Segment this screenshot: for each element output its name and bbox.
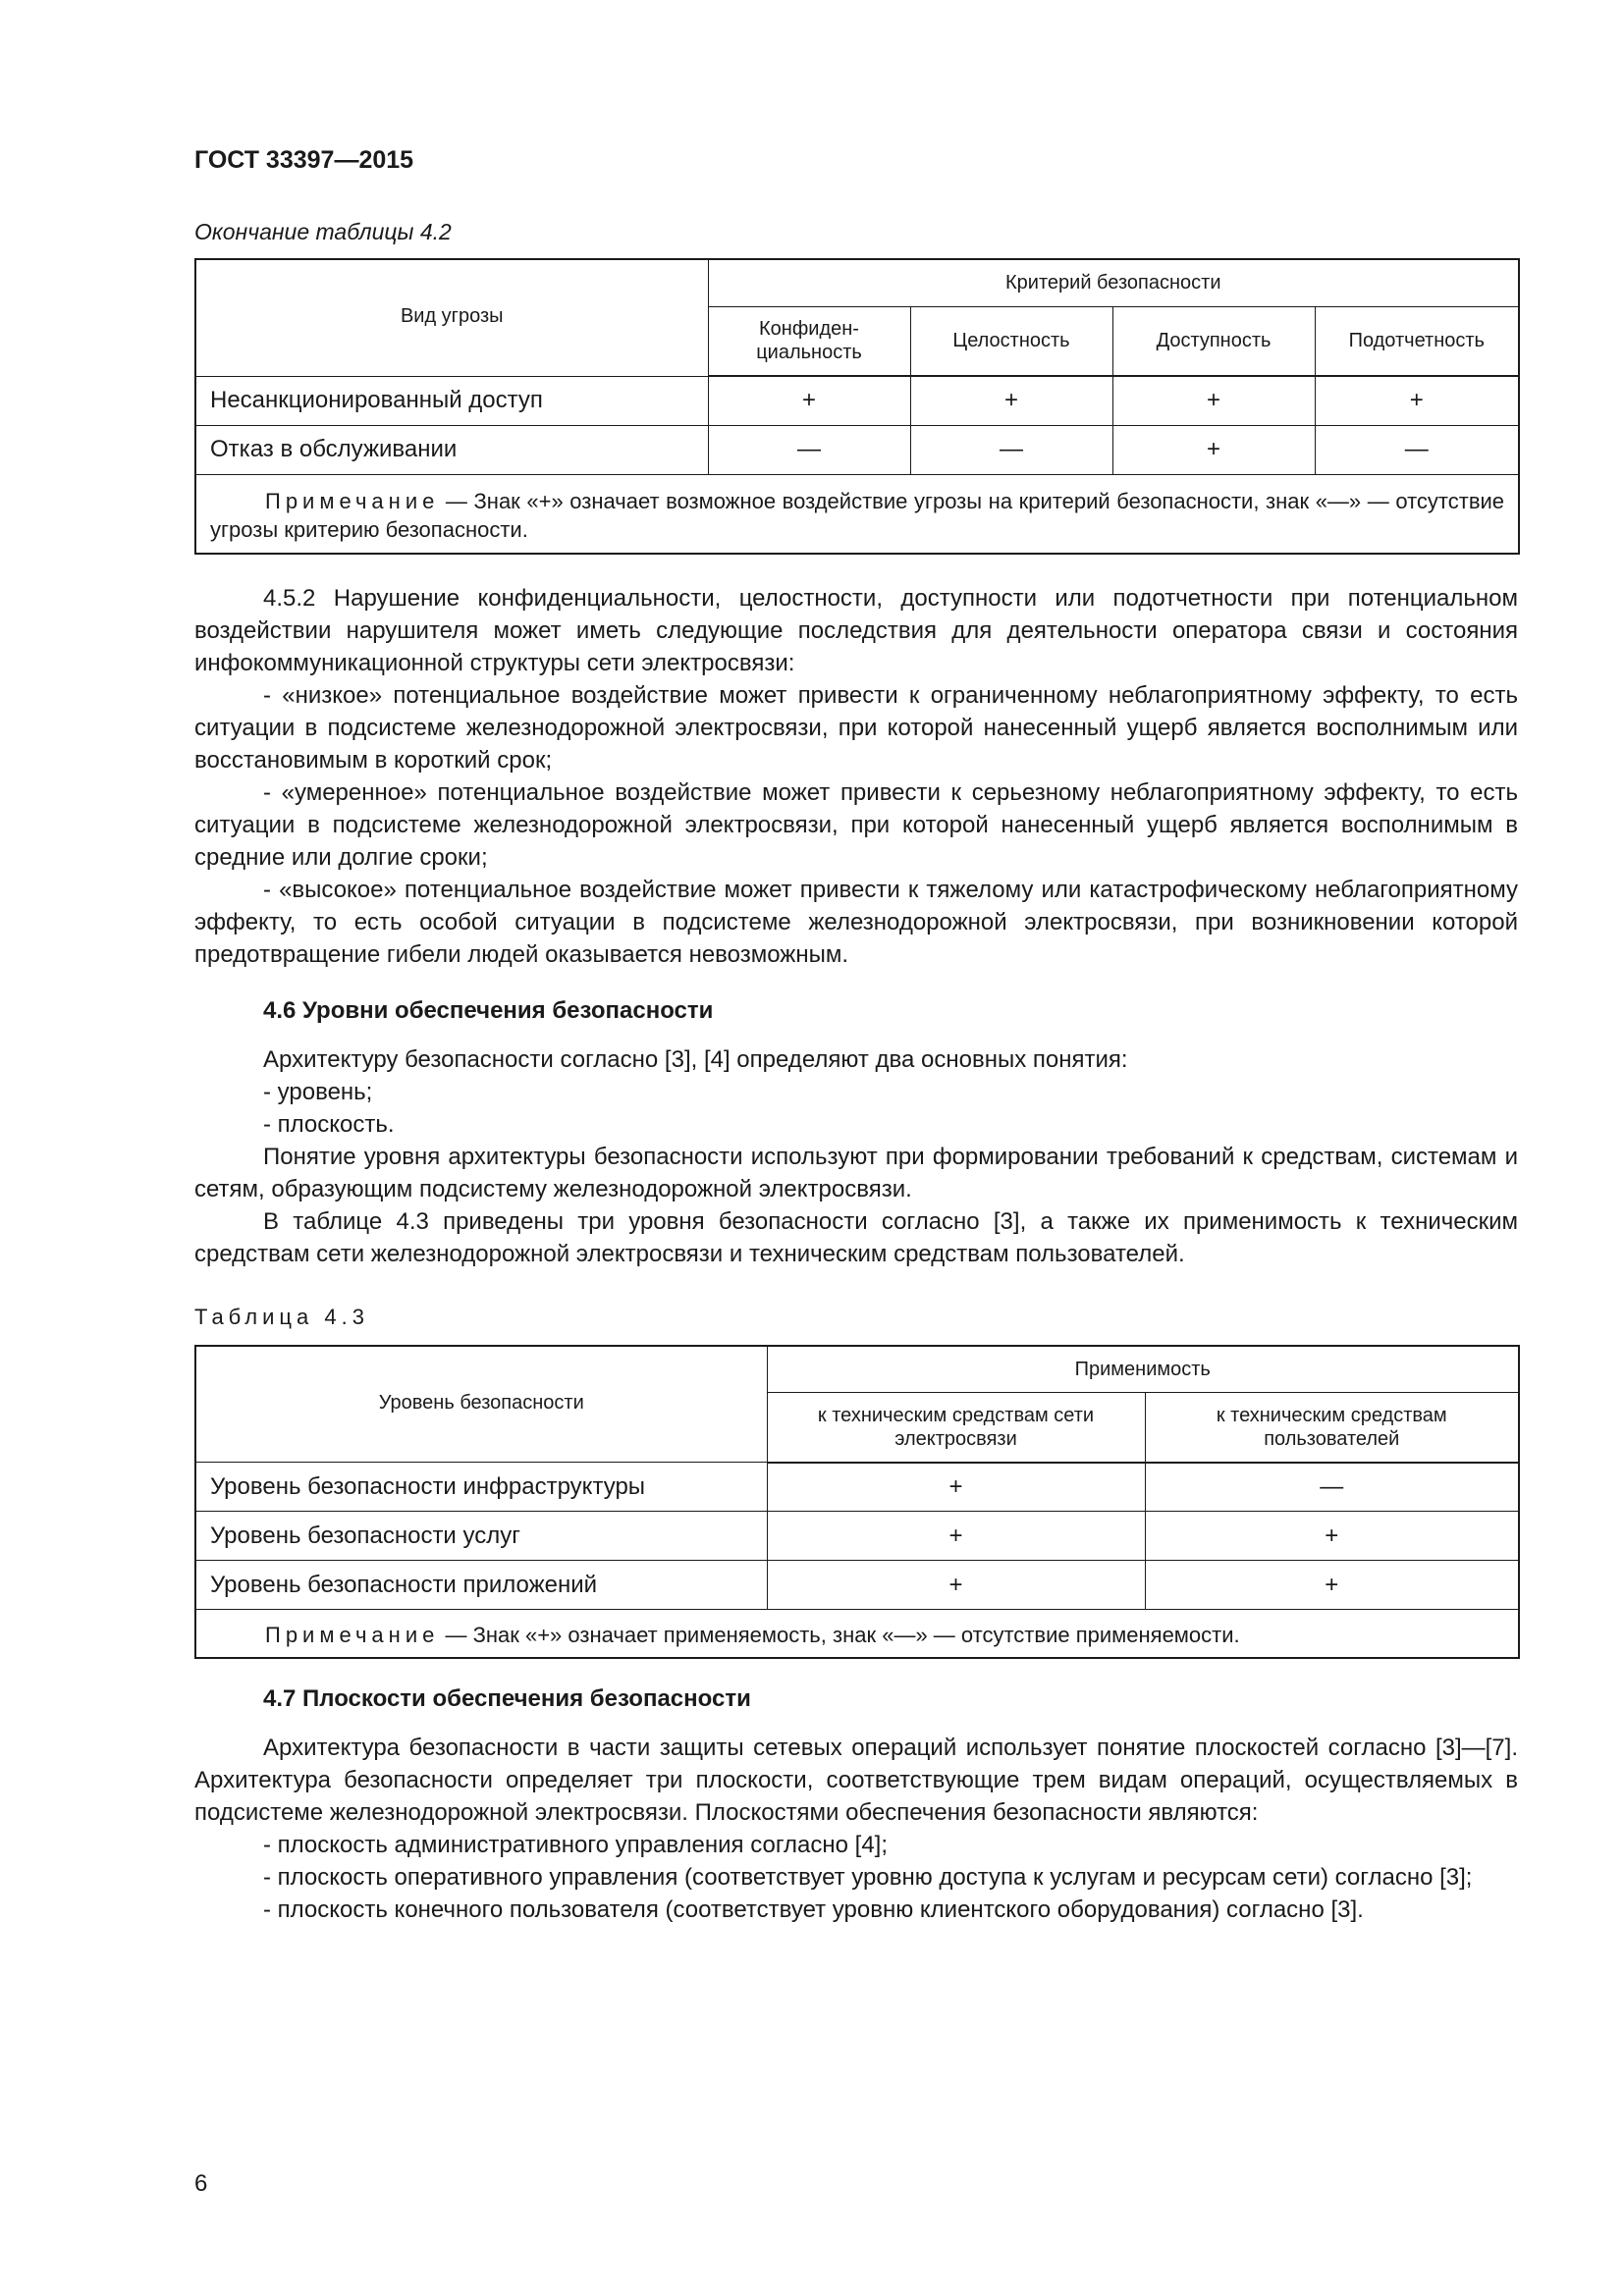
table-row	[195, 425, 1519, 474]
row-label: Отказ в обслуживании	[195, 425, 708, 474]
table-note-row	[195, 1610, 1519, 1659]
cell-mark: +	[1112, 376, 1315, 425]
table-note	[195, 1610, 1519, 1659]
table-4-2	[194, 258, 1520, 555]
paragraph: Архитектура безопасности в части защиты сетевых операций использует понятие плоскостей согласно [3]—[7]. Архитектура безопасности определяет три плоскости, соответствующие трем видам операций, осуществляемых в подсистеме железнодорожной электросвязи. Плоскостями обеспечения безопасности являются:	[194, 1735, 1518, 1826]
table-4-3	[194, 1345, 1520, 1660]
cell-mark: —	[1315, 425, 1519, 474]
table-note-row	[195, 474, 1519, 554]
paragraph: Понятие уровня архитектуры безопасности используют при формировании требований к средствам, системам и сетям, образующим подсистему железнодорожной электросвязи.	[194, 1143, 1518, 1202]
cell-mark: +	[767, 1463, 1145, 1512]
cell-mark: —	[910, 425, 1112, 474]
section-4-7	[194, 1684, 1518, 1926]
paragraph: 4.5.2 Нарушение конфиденциальности, целостности, доступности или подотчетности при потенциальном воздействии нарушителя может иметь следующие последствия для деятельности оператора связи и состояния инфокоммуникационной структуры сети электросвязи:	[194, 584, 1518, 676]
row-label: Несанкционированный доступ	[195, 376, 708, 425]
threat-type-header: Вид угрозы	[195, 259, 708, 376]
note-text: — Знак «+» означает возможное воздействие угрозы на критерий безопасности, знак «—» — отсутствие угрозы критерию безопасности.	[210, 489, 1505, 542]
table-4-2-caption: Окончание таблицы 4.2	[194, 219, 452, 244]
cell-mark: +	[910, 376, 1112, 425]
note-text: — Знак «+» означает применяемость, знак «—» — отсутствие применяемости.	[439, 1622, 1240, 1647]
note-prefix: Примечание	[265, 1622, 440, 1647]
row-label: Уровень безопасности инфраструктуры	[195, 1463, 767, 1512]
list-item: - «высокое» потенциальное воздействие может привести к тяжелому или катастрофическому неблагоприятному эффекту, то есть особой ситуации в подсистеме железнодорожной электросвязи, при возникновении которой предотвращение гибели людей оказывается невозможным.	[194, 876, 1518, 968]
security-level-header: Уровень безопасности	[195, 1346, 767, 1463]
table-row	[195, 1561, 1519, 1610]
cell-mark: +	[767, 1561, 1145, 1610]
cell-mark: +	[708, 376, 910, 425]
security-criterion-header: Критерий безопасности	[708, 259, 1519, 306]
page-number: 6	[194, 2170, 208, 2197]
cell-mark: +	[1145, 1512, 1519, 1561]
table-row	[195, 1512, 1519, 1561]
document-page	[194, 145, 1518, 1926]
list-item: - плоскость конечного пользователя (соответствует уровню клиентского оборудования) согласно [3].	[263, 1896, 1364, 1923]
list-item: - плоскость административного управления согласно [4];	[263, 1832, 889, 1858]
paragraph: Архитектуру безопасности согласно [3], [4] определяют два основных понятия:	[263, 1045, 1128, 1073]
section-4-5-2	[194, 582, 1518, 971]
table-note	[195, 474, 1519, 554]
user-means-header	[1145, 1393, 1519, 1463]
row-label: Уровень безопасности услуг	[195, 1512, 767, 1561]
table-row	[195, 376, 1519, 425]
confidentiality-header	[708, 306, 910, 376]
network-means-header	[767, 1393, 1145, 1463]
applicability-header: Применимость	[767, 1346, 1519, 1393]
availability-header: Доступность	[1112, 306, 1315, 376]
integrity-header: Целостность	[910, 306, 1112, 376]
cell-mark: —	[1145, 1463, 1519, 1512]
section-heading: 4.7 Плоскости обеспечения безопасности	[263, 1685, 751, 1712]
list-item: - уровень;	[263, 1078, 373, 1105]
cell-mark: +	[767, 1512, 1145, 1561]
section-4-6	[194, 996, 1518, 1270]
list-item: - «умеренное» потенциальное воздействие может привести к серьезному неблагоприятному эффекту, то есть ситуации в подсистеме железнодорожной электросвязи, при которой нанесенный ущерб является восполнимым в средние или долгие сроки;	[194, 778, 1518, 871]
cell-mark: +	[1145, 1561, 1519, 1610]
section-heading: 4.6 Уровни обеспечения безопасности	[263, 996, 714, 1024]
cell-mark: +	[1315, 376, 1519, 425]
table-4-3-caption: Таблица 4.3	[194, 1304, 369, 1329]
note-prefix: Примечание	[265, 489, 440, 513]
network-means-header-text: к техническим средствам сети электросвязи	[817, 1404, 1095, 1450]
list-item: - плоскость оперативного управления (соответствует уровню доступа к услугам и ресурсам сети) согласно [3];	[263, 1864, 1473, 1891]
confidentiality-header-text: Конфиден- циальность	[756, 318, 862, 364]
list-item: - плоскость.	[263, 1110, 395, 1138]
user-means-header-text: к техническим средствам пользователей	[1216, 1404, 1447, 1450]
accountability-header: Подотчетность	[1315, 306, 1519, 376]
document-code: ГОСТ 33397—2015	[194, 146, 414, 174]
cell-mark: —	[708, 425, 910, 474]
table-row	[195, 1463, 1519, 1512]
cell-mark: +	[1112, 425, 1315, 474]
paragraph: В таблице 4.3 приведены три уровня безопасности согласно [3], а также их применимость к техническим средствам сети железнодорожной электросвязи и техническим средствам пользователей.	[194, 1207, 1518, 1267]
row-label: Уровень безопасности приложений	[195, 1561, 767, 1610]
list-item: - «низкое» потенциальное воздействие может привести к ограниченному неблагоприятному эффекту, то есть ситуации в подсистеме железнодорожной электросвязи, при которой нанесенный ущерб является восполнимым или восстановимым в короткий срок;	[194, 681, 1518, 774]
